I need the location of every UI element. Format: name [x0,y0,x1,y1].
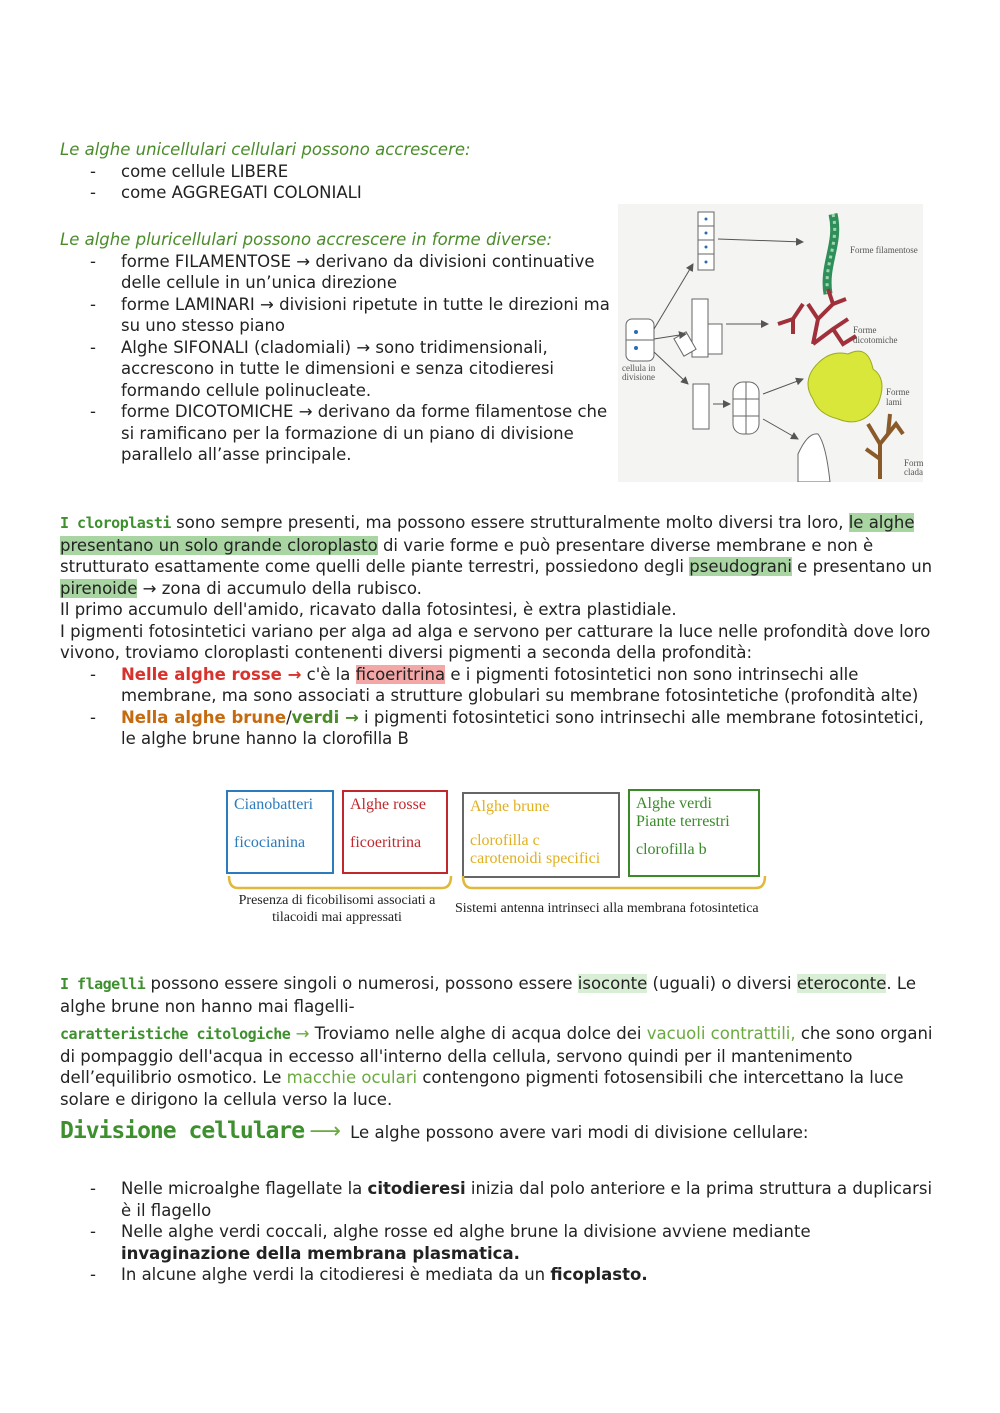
division-header [60,1117,940,1147]
growth-forms-figure [618,204,923,482]
multicellular-list [60,251,615,466]
unicellular-heading: Le alghe unicellulari cellulari possono accrescere: [60,140,471,159]
caption-line: tilacoidi mai appressati [272,910,402,925]
cladomiali-label: Form clada [904,458,924,477]
red-algae-label: Nelle alghe rosse → [121,664,302,684]
division-list [60,1178,940,1286]
box-pigment: ficoeritrina [350,834,422,851]
division-heading: Divisione cellulare [60,1118,305,1144]
laminari-label: Forme lami [886,387,910,407]
text-run: i pigmenti fotosintetici sono intrinsechi alle membrane fotosintetici, le alghe brune hanno la clorofilla B [121,707,924,748]
alghe-verdi-box [628,789,760,877]
text-run: / [286,707,292,727]
multicellular-section [60,229,615,466]
flagella-section [60,973,940,1017]
box-title: Alghe rosse [350,796,426,813]
caption-line: Presenza di ficobilisomi associati a [238,893,436,908]
box-pigment: ficocianina [234,834,306,851]
list-item: - forme LAMINARI → divisioni ripetute in tutte le direzioni ma su uno stesso piano [60,294,615,337]
division-label: cellula in divisione [622,363,656,382]
flagella-keyword: I flagelli [60,975,146,993]
text-run: sono sempre presenti, ma possono essere strutturalmente molto diversi tra loro, [170,513,849,532]
box-pigment: clorofilla c [470,832,540,849]
macchie-term: macchie oculari [286,1068,418,1087]
text-run: . Le alghe brune non hanno mai flagelli- [60,974,916,1016]
division-intro: Le alghe possono avere vari modi di divisione cellulare: [350,1123,809,1142]
text-run: Nelle alghe verdi coccali, alghe rosse ed alghe brune la divisione avviene mediante [121,1222,811,1241]
bold-term: invaginazione della membrana plasmatica. [121,1243,520,1263]
pigments-line: I pigmenti fotosintetici variano per alga ad alga e servono per catturare la luce nelle profondità dove loro vivono, troviamo cloroplasti contenenti diversi pigmenti a seconda della profondità: [60,621,931,662]
cytology-keyword: caratteristiche citologiche [60,1025,291,1043]
caption-left [226,892,448,926]
text-run: che sono organi di pompaggio dell'acqua in eccesso all'interno della cellula, servono quindi per il mantenimento dell’equilibrio osmotico. Le [60,1024,933,1087]
filamentose-label: Forme filamentose [850,245,918,255]
starch-line: Il primo accumulo dell'amido, ricavato dalla fotosintesi, è extra plastidiale. [60,600,677,619]
arrow: → [290,1024,315,1043]
vacuoli-term: vacuoli contrattili, [646,1024,796,1043]
list-item: - forme DICOTOMICHE → derivano da forme filamentose che si ramificano per la formazione di un piano di divisione parallelo all’asse principale. [60,401,615,466]
brown-algae-label: Nella alghe brune [121,707,287,727]
box-title: Alghe brune [470,798,550,815]
highlight-pseudograni: pseudograni [689,557,792,576]
chloroplasts-paragraph [60,512,940,599]
list-item [60,707,940,750]
box-title: Piante terrestri [636,813,730,830]
text-run: possono essere singoli o numerosi, possono essere [145,974,578,993]
bold-term: ficoplasto. [550,1265,648,1284]
cytology-section [60,1023,940,1110]
arrow: → [339,707,359,727]
multicellular-heading: Le alghe pluricellulari possono accrescere in forme diverse: [60,230,553,249]
bold-term: citodieresi [367,1179,466,1198]
alghe-brune-box [462,792,620,878]
pigments-figure [226,788,796,928]
caption-right: Sistemi antenna intrinseci alla membrana fotosintetica [455,901,759,916]
box-title: Cianobatteri [234,796,314,813]
list-item [60,1264,940,1286]
unicellular-list [60,161,940,204]
box-pigment: clorofilla b [636,841,707,858]
box-pigment: carotenoidi specifici [470,850,601,867]
text-run: inizia dal polo anteriore e la prima struttura a duplicarsi è il flagello [121,1179,933,1220]
text-run: c'è la [301,664,356,684]
text-run: Troviamo nelle alghe di acqua dolce dei [314,1024,647,1043]
highlight-isoconte: isoconte [577,974,648,993]
text-run: → zona di accumulo della rubisco. [137,578,422,598]
list-item: - Alghe SIFONALI (cladomiali) → sono tridimensionali, accrescono in tutte le dimensioni e senza citodieresi formando cellule polinucleate. [60,337,615,402]
text-run: contengono pigmenti fotosensibili che intercettano la luce solare e dirigono la cellula verso la luce. [60,1068,904,1109]
text-run: e presentano un [791,557,933,576]
box-title: Alghe verdi [636,795,712,812]
text-run: Nelle microalghe flagellate la [121,1179,368,1198]
list-item [60,1178,940,1221]
text-run: (uguali) o diversi [647,974,797,993]
text-run: di varie forme e può presentare diverse membrane e non è strutturato esattamente come quelli delle piante terrestri, possiedono degli [60,535,874,576]
unicellular-section [60,139,940,204]
list-item: - come AGGREGATI COLONIALI [60,182,940,204]
highlight-single-chloroplast: le alghe presentano un solo grande cloroplasto [60,513,915,555]
text-run: e i pigmenti fotosintetici non sono intrinsechi alle membrane, ma sono associati a strutture globulari su membrane fotosintetiche (profondità alte) [121,664,919,705]
list-item: - forme FILAMENTOSE → derivano da divisioni continuative delle cellule in un’unica direzione [60,251,615,294]
list-item [60,1221,940,1264]
pigments-list [60,664,940,750]
arrow: ⟶ [309,1119,341,1144]
text-run: In alcune alghe verdi la citodieresi è mediata da un [121,1265,551,1284]
cianobatteri-box [226,790,334,874]
green-algae-label: verdi [291,707,340,727]
division-section [60,1178,940,1286]
chloroplasts-section [60,512,940,750]
highlight-eteroconte: eteroconte [796,974,887,993]
list-item [60,664,940,707]
list-item: - come cellule LIBERE [60,161,940,183]
chloroplasts-keyword: I cloroplasti [60,514,171,532]
alghe-rosse-box [342,790,448,874]
dicotomiche-label: Forme dicotomiche [853,325,898,345]
highlight-ficoeritrina: ficoeritrina [355,664,446,684]
highlight-pirenoide: pirenoide [60,578,138,598]
